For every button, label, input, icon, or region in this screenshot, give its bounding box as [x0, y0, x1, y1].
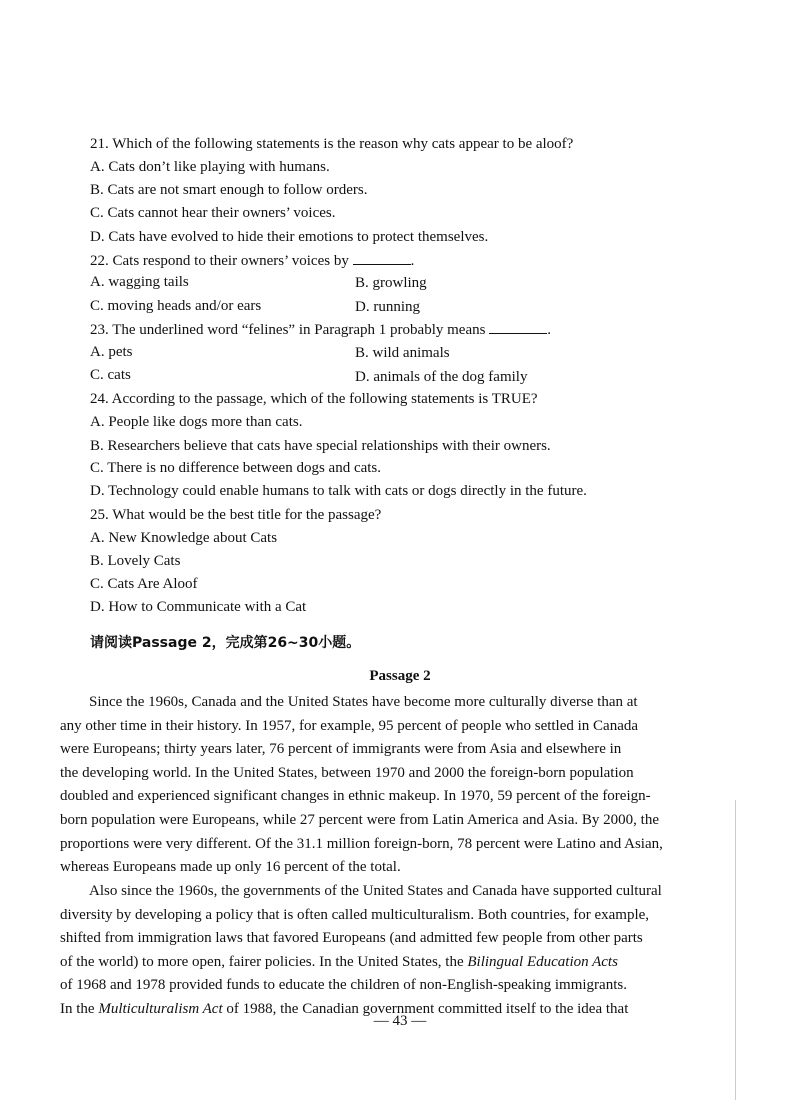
p1-line: any other time in their history. In 1957, for example, 95 percent of people who settled in Canada — [60, 717, 639, 734]
q24-option-d: D. Technology could enable humans to talk with cats or dogs directly in the future. — [90, 483, 587, 499]
p1-line: proportions were very different. Of the 31.1 million foreign-born, 78 percent were Latino and Asian, — [60, 835, 663, 852]
q22-stem-text: 22. Cats respond to their owners’ voices by — [90, 253, 349, 269]
p1-line: born population were Europeans, while 27 percent were from Latin America and Asia. By 2000, the — [60, 811, 659, 828]
p2-line-text: In the — [60, 1000, 95, 1017]
multiculturalism-act-title: Multiculturalism Act — [98, 1000, 223, 1017]
passage-paragraph-1 — [60, 691, 670, 880]
q21-option-d: D. Cats have evolved to hide their emotions to protect themselves. — [90, 229, 489, 245]
q25-option-b: B. Lovely Cats — [90, 553, 181, 569]
q22-option-d: D. running — [355, 299, 420, 315]
q23-option-d: D. animals of the dog family — [355, 369, 528, 385]
q23-option-a: A. pets — [90, 344, 133, 360]
q22-option-a: A. wagging tails — [90, 274, 189, 290]
q23-answer-blank — [489, 320, 547, 334]
q22-option-b: B. growling — [355, 275, 427, 291]
q24-option-a: A. People like dogs more than cats. — [90, 414, 303, 430]
page-number: — 43 — — [373, 1013, 427, 1029]
p2-line: diversity by developing a policy that is often called multiculturalism. Both countries, for example, — [60, 906, 650, 923]
question-25-stem: 25. What would be the best title for the passage? — [90, 507, 382, 523]
p1-line: Since the 1960s, Canada and the United States have become more culturally diverse than at — [89, 694, 638, 710]
p2-line: of 1968 and 1978 provided funds to educate the children of non-English-speaking immigrants. — [60, 977, 627, 994]
q25-option-c: C. Cats Are Aloof — [90, 576, 198, 592]
q21-option-c: C. Cats cannot hear their owners’ voices. — [90, 205, 336, 221]
p2-line-text: of 1988, the Canadian government committed itself to the idea that — [226, 1000, 629, 1017]
p1-line: the developing world. In the United States, between 1970 and 2000 the foreign-born population — [60, 764, 634, 781]
p2-line — [60, 951, 670, 975]
bilingual-education-acts-title: Bilingual Education Acts — [467, 953, 618, 970]
q25-option-d: D. How to Communicate with a Cat — [90, 599, 307, 615]
p1-line: doubled and experienced significant changes in ethnic makeup. In 1970, 59 percent of the foreign- — [60, 788, 651, 805]
p2-line: shifted from immigration laws that favored Europeans (and admitted few people from other parts — [60, 930, 643, 947]
p2-line-text: of the world) to more open, fairer policies. In the United States, the — [60, 953, 464, 970]
q24-option-b: B. Researchers believe that cats have special relationships with their owners. — [90, 438, 551, 454]
q21-option-b: B. Cats are not smart enough to follow orders. — [90, 182, 368, 198]
p2-line: Also since the 1960s, the governments of the United States and Canada have supported cultural — [89, 883, 662, 899]
q22-answer-blank — [353, 251, 411, 265]
p1-line: were Europeans; thirty years later, 76 percent of immigrants were from Asia and elsewhere in — [60, 741, 622, 758]
q21-option-a: A. Cats don’t like playing with humans. — [90, 159, 330, 175]
q22-option-c: C. moving heads and/or ears — [90, 298, 262, 314]
question-23-stem: 23. The underlined word “felines” in Paragraph 1 probably means . — [90, 322, 551, 338]
scan-edge-line — [735, 800, 736, 1100]
question-21-stem: 21. Which of the following statements is the reason why cats appear to be aloof? — [90, 136, 574, 152]
passage-title: Passage 2 — [369, 668, 431, 684]
q23-stem-text: 23. The underlined word “felines” in Paragraph 1 probably means — [90, 322, 486, 338]
question-22-stem: 22. Cats respond to their owners’ voices by . — [90, 253, 415, 269]
q24-option-c: C. There is no difference between dogs and cats. — [90, 460, 382, 476]
q25-option-a: A. New Knowledge about Cats — [90, 530, 278, 546]
p1-line: whereas Europeans made up only 16 percent of the total. — [60, 859, 401, 876]
q23-option-b: B. wild animals — [355, 345, 450, 361]
q23-option-c: C. cats — [90, 367, 131, 383]
reading-instruction: 请阅读Passage 2，完成第26~30小题。 — [90, 635, 361, 651]
passage-paragraph-2 — [60, 880, 670, 1022]
question-24-stem: 24. According to the passage, which of the following statements is TRUE? — [90, 391, 538, 407]
